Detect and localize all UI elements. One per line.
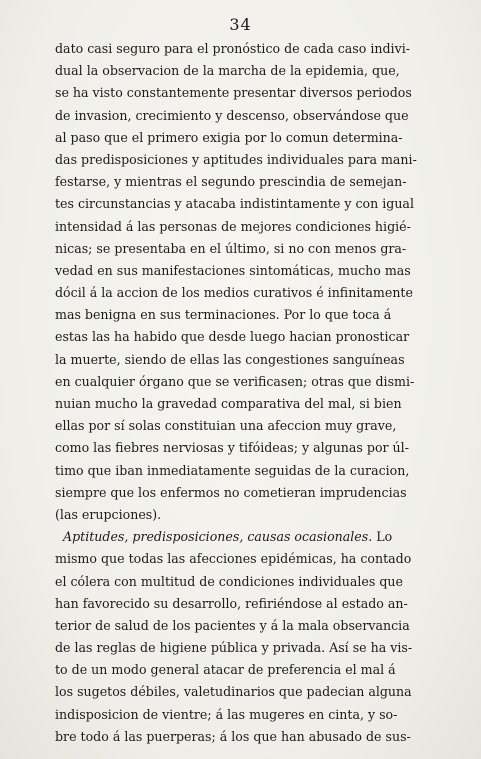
- text-line: nuian mucho la gravedad comparativa del mal, si bien: [55, 396, 402, 411]
- text-line: intensidad á las personas de mejores condiciones higié-: [55, 218, 411, 234]
- sentence-start: Lo: [376, 529, 393, 545]
- page-number: 34: [229, 15, 252, 34]
- text-line: [55, 526, 393, 548]
- text-line: estas las ha habido que desde luego hacian pronosticar: [55, 329, 410, 345]
- text-line: la muerte, siendo de ellas las congestiones sanguíneas: [55, 351, 405, 367]
- text-line: de invasion, crecimiento y descenso, observándose que: [55, 107, 409, 123]
- text-line: terior de salud de los pacientes y á la mala observancia: [55, 617, 410, 633]
- text-line: [55, 304, 392, 326]
- text-line: el cólera con multitud de condiciones individuales que: [55, 573, 403, 589]
- text-line: de las reglas de higiene pública y privada. Así se ha vis-: [55, 640, 413, 656]
- text-line: nicas; se presentaba en el último, si no con menos gra-: [55, 240, 407, 256]
- body-text: [55, 38, 417, 748]
- sentence-start: Por lo que toca á: [283, 307, 392, 323]
- text-line: mismo que todas las afecciones epidémicas, ha contado: [55, 551, 412, 567]
- text-line: como las fiebres nerviosas y tifóideas; y algunas por úl-: [55, 440, 409, 456]
- text-line: timo que iban inmediatamente seguidas de la curacion,: [55, 462, 410, 478]
- text-line: das predisposiciones y aptitudes individuales para mani-: [55, 151, 417, 167]
- section-heading: Aptitudes, predisposiciones, causas ocasionales.: [63, 529, 373, 545]
- text-line: ellas por sí solas constituian una afeccion muy grave,: [55, 418, 397, 434]
- text-line: bre todo á las puerperas; á los que han abusado de sus-: [55, 728, 411, 744]
- text-line: han favorecido su desarrollo, refiriéndose al estado an-: [55, 595, 408, 611]
- text-line: se ha visto constantemente presentar diversos periodos: [55, 85, 412, 101]
- text-line: los sugetos débiles, valetudinarios que padecian alguna: [55, 684, 412, 700]
- text-line: dual la observacion de la marcha de la epidemia, que,: [55, 63, 400, 79]
- text-line: festarse, y mientras el segundo prescindia de semejan-: [55, 174, 407, 190]
- text-line: en cualquier órgano que se verificasen; otras que dismi-: [55, 373, 415, 389]
- text-line: siempre que los enfermos no cometieran imprudencias: [55, 484, 407, 500]
- text-line: indisposicion de vientre; á las mugeres en cinta, y so-: [55, 706, 398, 722]
- text-line: al paso que el primero exigia por lo comun determina-: [55, 129, 403, 145]
- text-line: (las erupciones).: [55, 506, 162, 522]
- text-line: tes circunstancias y atacaba indistintamente y con igual: [55, 196, 414, 212]
- text-line: to de un modo general atacar de preferencia el mal á: [55, 662, 396, 678]
- sentence-end: mas benigna en sus terminaciones.: [55, 307, 280, 323]
- text-line: dato casi seguro para el pronóstico de cada caso indivi-: [55, 41, 410, 56]
- text-line: vedad en sus manifestaciones sintomáticas, mucho mas: [55, 262, 411, 278]
- text-line: dócil á la accion de los medios curativos é infinitamente: [55, 285, 413, 301]
